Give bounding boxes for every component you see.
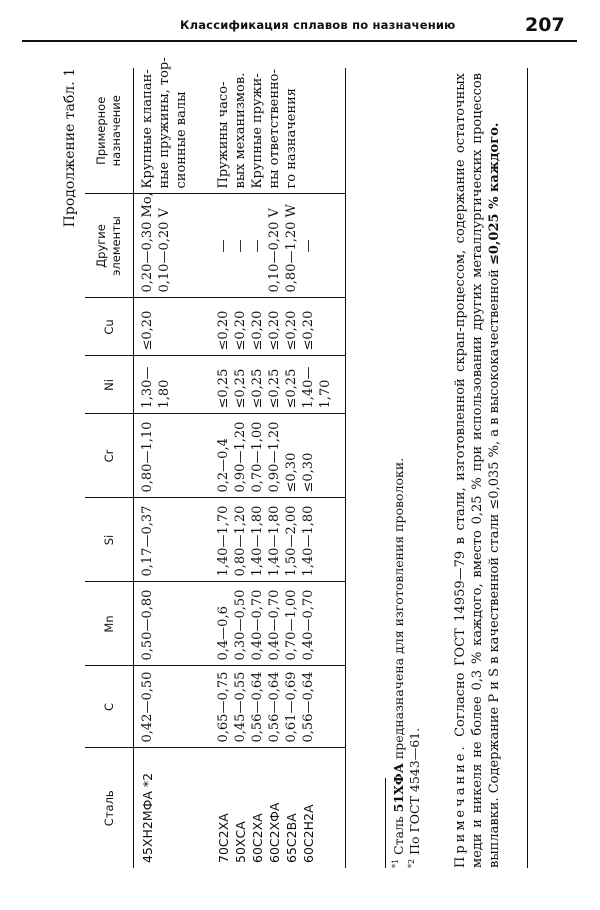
alloy-table (85, 57, 346, 868)
cell-line: 0,90—1,20 (233, 421, 248, 493)
cell-line: Пружины часо- (216, 81, 231, 189)
cell-line: 50ХСА (233, 821, 248, 863)
copper-cell (212, 298, 346, 356)
footnote-1 (391, 458, 407, 868)
column-header: Другие элементы (85, 194, 134, 298)
cell-line: — (233, 239, 248, 253)
cell-line: 0,56—0,64 (250, 671, 265, 743)
cell-line: 1,40—1,80 (250, 505, 265, 577)
cell-line: ≤0,25 (216, 368, 231, 409)
silicon-cell: 0,17—0,37 (134, 498, 213, 582)
cell-line: 70С2ХА (216, 813, 231, 863)
cell-line: Крупные пружи- (250, 73, 265, 189)
cell-line: 0,4—0,6 (216, 606, 231, 661)
cell-line: 0,56—0,64 (301, 671, 316, 743)
footnote-steel-grade: 51ХФА (391, 763, 407, 813)
cell-line: 0,10—0,20 V (157, 208, 172, 293)
cell-line: 0,30—0,50 (233, 589, 248, 661)
cell-line: 1,40—1,70 (216, 505, 231, 577)
page-number: 207 (525, 14, 565, 36)
cell-line: 1,50—2,00 (284, 505, 299, 577)
column-header: Mn (85, 582, 134, 666)
cell-line: Крупные клапан- (140, 69, 155, 189)
cell-line: го назначения (284, 87, 299, 189)
nickel-cell (134, 356, 213, 414)
cell-line: 0,65—0,75 (216, 671, 231, 743)
cell-line: ≤0,20 (301, 310, 316, 351)
cell-line: ны ответственно- (267, 69, 282, 189)
cell-line: 0,56—0,64 (267, 671, 282, 743)
note-text-bold: ≤0,025 % каждого. (486, 122, 502, 266)
cell-line: вых механизмов. (233, 72, 248, 189)
cell-line: 60С2Н2А (301, 804, 316, 863)
note-text: Согласно ГОСТ 14959—79 в стали, изготовленной скрап-процессом, содержание остаточных меди и никеля не более 0,3 % каждого, вместо 0,25 % при использовании других металлургических процессов выплавки. Содержание P и S в качественной стали ≤0,035 %, а в высококачественной (453, 73, 502, 868)
continuation-note: Продолжение табл. 1 (62, 68, 78, 228)
cell-line: — (301, 239, 316, 253)
cell-line: 1,30— (140, 366, 155, 409)
cell-line: 0,70—1,00 (284, 589, 299, 661)
cell-line: 0,10—0,20 V (267, 208, 282, 293)
chromium-cell: 0,80—1,10 (134, 414, 213, 498)
column-header: Si (85, 498, 134, 582)
cell-line: 0,40—0,70 (250, 589, 265, 661)
cell-line: сионные валы (174, 91, 189, 189)
footnote-text: предназначена для изготовления проволоки. (391, 457, 407, 760)
carbon-cell (212, 666, 346, 748)
cell-line: 60С2ХФА (267, 802, 282, 863)
column-header: Сталь (85, 748, 134, 868)
cell-line: ≤0,25 (233, 368, 248, 409)
other-elements-cell (212, 194, 346, 298)
note-label: Примечание. (453, 743, 468, 868)
steel-grade-cell: 45ХН2МФА *2 (140, 772, 155, 863)
cell-line: ≤0,25 (267, 368, 282, 409)
footnote-text: Сталь (391, 816, 407, 855)
footnote-mark: *1 (391, 858, 400, 868)
cell-line: ≤0,20 (250, 310, 265, 351)
table-note (453, 73, 504, 868)
purpose-cell (134, 57, 213, 194)
cell-line: ≤0,20 (284, 310, 299, 351)
cell-line: ные пружины, тор- (157, 57, 172, 189)
purpose-cell (212, 68, 346, 194)
cell-line: 0,2—0,4 (216, 438, 231, 493)
footnote-mark: *2 (406, 858, 416, 868)
manganese-cell: 0,50—0,80 (134, 582, 213, 666)
cell-line: 0,90—1,20 (267, 421, 282, 493)
cell-line: — (216, 239, 231, 253)
column-header: C (85, 666, 134, 748)
cell-line: 0,40—0,70 (267, 589, 282, 661)
carbon-cell: 0,42—0,50 (134, 666, 213, 748)
cell-line: 1,80 (157, 379, 172, 409)
footnotes (391, 458, 423, 868)
silicon-cell (212, 498, 346, 582)
cell-line: 1,40—1,80 (301, 505, 316, 577)
rotated-content (55, 58, 565, 878)
footnote-2 (407, 458, 423, 868)
cell-line: 0,61—0,69 (284, 671, 299, 743)
column-header: Примерное назначение (85, 68, 134, 194)
cell-line: ≤0,25 (284, 368, 299, 409)
column-header: Ni (85, 356, 134, 414)
cell-line: 1,40—1,80 (267, 505, 282, 577)
other-elements-cell (134, 194, 213, 298)
cell-line: 60С2ХА (250, 813, 265, 863)
cell-line: ≤0,30 (284, 452, 299, 493)
table-row (212, 68, 346, 868)
cell-line: 0,45—0,55 (233, 671, 248, 743)
cell-line: 1,40— (301, 366, 316, 409)
copper-cell: ≤0,20 (134, 298, 213, 356)
table-header-row (85, 68, 134, 868)
cell-line: ≤0,30 (301, 452, 316, 493)
table-row (134, 68, 213, 868)
steel-grade-cell (212, 748, 346, 868)
column-header: Cu (85, 298, 134, 356)
nickel-cell (212, 356, 346, 414)
column-header: Cr (85, 414, 134, 498)
manganese-cell (212, 582, 346, 666)
cell-line: ≤0,20 (267, 310, 282, 351)
cell-line: ≤0,25 (250, 368, 265, 409)
cell-line: 0,20—0,30 Mo, (140, 192, 155, 293)
cell-line: — (250, 239, 265, 253)
chromium-cell (212, 414, 346, 498)
cell-line: ≤0,20 (233, 310, 248, 351)
bottom-rule (527, 68, 528, 868)
cell-line: 65С2ВА (284, 813, 299, 863)
running-header-title: Классификация сплавов по назначению (180, 18, 456, 32)
cell-line: 0,80—1,20 W (284, 204, 299, 293)
footnote-text: По ГОСТ 4543—61. (406, 727, 422, 855)
footnote-rule (385, 778, 386, 868)
header-rule (22, 40, 577, 42)
cell-line: 1,70 (318, 379, 333, 409)
cell-line: 0,40—0,70 (301, 589, 316, 661)
cell-line: 0,80—1,20 (233, 505, 248, 577)
cell-line: 0,70—1,00 (250, 421, 265, 493)
cell-line: ≤0,20 (216, 310, 231, 351)
